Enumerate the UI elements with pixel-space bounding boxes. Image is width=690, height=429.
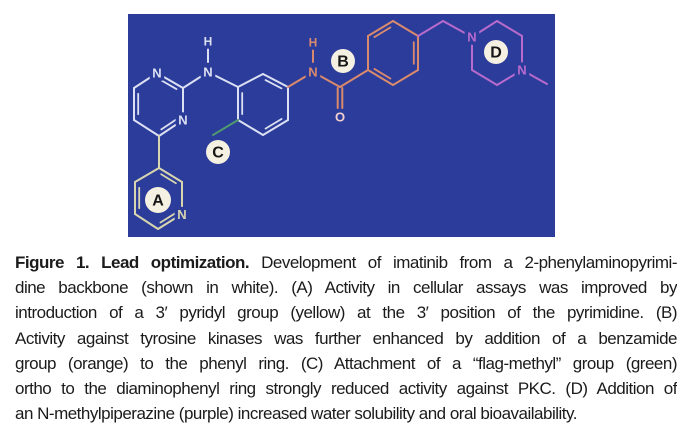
caption-line-4: Activity against tyrosine kinases was further enhanced by addition of a benzamide — [15, 328, 677, 348]
caption-line-6: ortho to the diaminophenyl ring strongly reduced activity against PKC. (D) Addition of — [15, 378, 677, 398]
caption-line-1-text: Development of imatinib from a 2-phenylaminopyrimi- — [249, 253, 677, 272]
group-badge-d-label: D — [490, 44, 502, 62]
caption-line-2: dine backbone (shown in white). (A) Activity in cellular assays was improved by — [15, 278, 677, 298]
caption-line-5: group (orange) to the phenyl ring. (C) Attachment of a “flag-methyl” group (green) — [15, 353, 677, 373]
group-badge-a-label: A — [152, 192, 164, 210]
piperazine-n1-label: N — [467, 29, 477, 45]
carbonyl-o-label: O — [334, 109, 346, 125]
group-badge-b-label: B — [337, 53, 349, 71]
caption-line-7: an N-methylpiperazine (purple) increased water solubility and oral bioavailability. — [15, 404, 577, 424]
amide-n-label: N — [308, 64, 318, 80]
caption-line-1 — [15, 250, 677, 275]
pyrimidine-n1-label: N — [152, 65, 162, 81]
figure-caption — [15, 250, 677, 426]
pyridyl-n-label: N — [177, 207, 187, 222]
anilino-h-label: H — [203, 34, 213, 49]
piperazine-n4-label: N — [517, 62, 527, 78]
caption-figure-title: Figure 1. Lead optimization. — [15, 253, 250, 272]
anilino-n-label: N — [203, 64, 213, 80]
amide-h-label: H — [308, 35, 318, 50]
pyrimidine-n3-label: N — [178, 112, 188, 128]
group-badge-c-label: C — [212, 144, 224, 162]
caption-line-3: introduction of a 3′ pyridyl group (yellow) at the 3′ position of the pyrimidine. (B) — [15, 303, 677, 323]
